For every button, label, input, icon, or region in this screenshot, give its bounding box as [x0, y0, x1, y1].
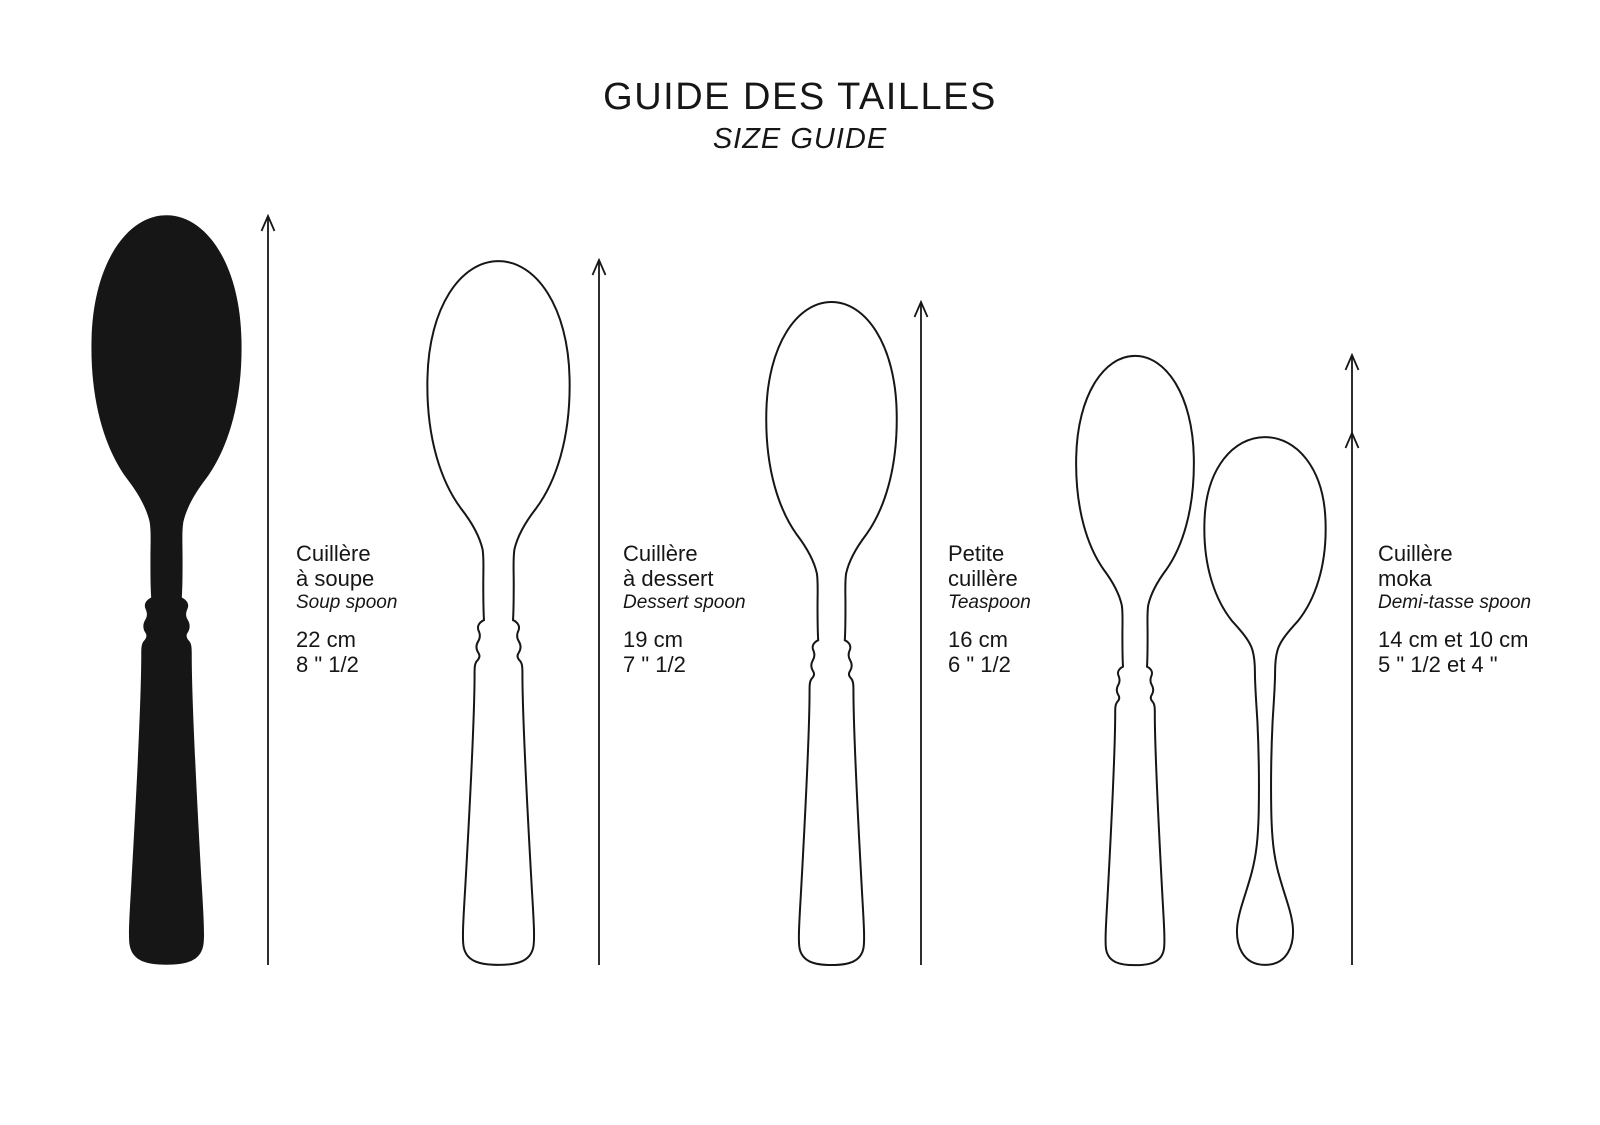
- spoon-name-english: Demi-tasse spoon: [1378, 592, 1532, 613]
- title-french: GUIDE DES TAILLES: [603, 76, 997, 118]
- moka-spoon-height-arrow: [1343, 353, 1361, 966]
- spoon-name-french-line1: Cuillère: [623, 541, 698, 566]
- title-english: SIZE GUIDE: [712, 122, 888, 155]
- spoon-name-french-line2: à soupe: [296, 566, 375, 591]
- spoon-size-metric: 14 cm et 10 cm: [1378, 627, 1529, 652]
- label-dessert-spoon: [623, 541, 848, 677]
- spoon-name-french-line1: Cuillère: [296, 541, 371, 566]
- label-soup-spoon: [296, 541, 521, 677]
- teaspoon-height-arrow: [912, 300, 930, 966]
- spoon-name-english: Teaspoon: [948, 592, 1031, 613]
- moka-spoon-small-icon: [1202, 435, 1328, 967]
- label-moka-spoon: [1378, 541, 1600, 677]
- soup-spoon-height-arrow: [259, 214, 277, 966]
- spoon-size-imperial: 7 " 1/2: [623, 652, 686, 677]
- soup-spoon-icon: [90, 213, 243, 967]
- page-title: [0, 76, 1600, 156]
- spoon-name-french-line2: moka: [1378, 566, 1432, 591]
- label-teaspoon: [948, 541, 1173, 677]
- spoon-name-french-line2: cuillère: [948, 566, 1018, 591]
- spoon-name-french-line1: Cuillère: [1378, 541, 1453, 566]
- spoon-size-metric: 22 cm: [296, 627, 356, 652]
- spoon-name-english: Dessert spoon: [623, 592, 746, 613]
- spoon-size-imperial: 5 " 1/2 et 4 ": [1378, 652, 1498, 677]
- spoon-size-metric: 16 cm: [948, 627, 1008, 652]
- spoon-size-imperial: 6 " 1/2: [948, 652, 1011, 677]
- spoon-name-french-line1: Petite: [948, 541, 1005, 566]
- spoon-size-imperial: 8 " 1/2: [296, 652, 359, 677]
- spoon-name-english: Soup spoon: [296, 592, 398, 613]
- spoon-name-french-line2: à dessert: [623, 566, 714, 591]
- spoon-size-metric: 19 cm: [623, 627, 683, 652]
- dessert-spoon-height-arrow: [590, 258, 608, 966]
